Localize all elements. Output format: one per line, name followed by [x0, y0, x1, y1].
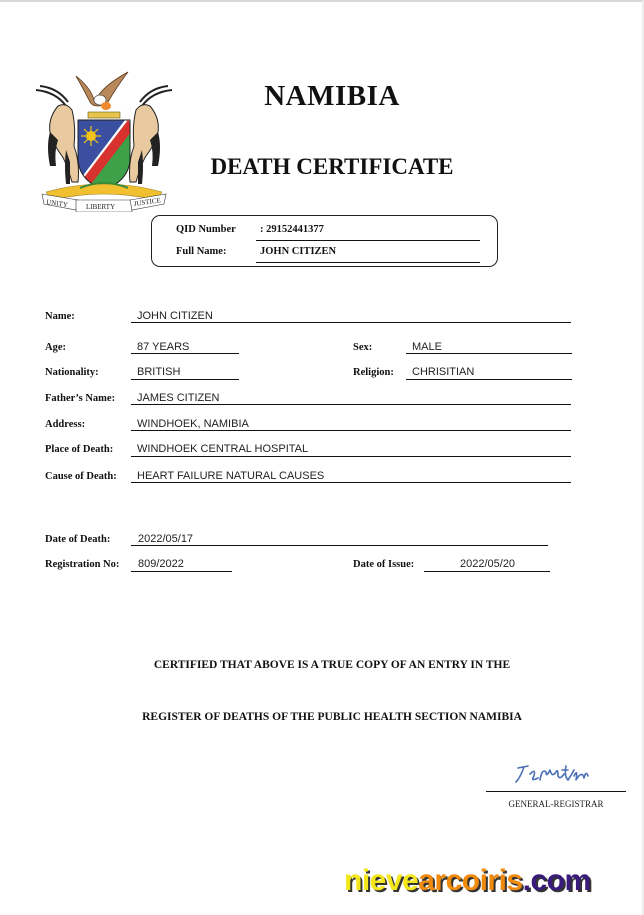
- full-name-underline: [256, 262, 480, 263]
- certification-line-2: REGISTER OF DEATHS OF THE PUBLIC HEALTH SECTION NAMIBIA: [142, 711, 522, 723]
- full-name-value: JOHN CITIZEN: [260, 246, 337, 257]
- signature-line: [486, 791, 626, 792]
- date-of-death-label: Date of Death:: [45, 534, 111, 545]
- sex-label: Sex:: [353, 342, 373, 353]
- religion-value: CHRISITIAN: [412, 366, 475, 378]
- address-underline: [131, 430, 571, 431]
- nationality-underline: [131, 379, 239, 380]
- age-label: Age:: [45, 342, 66, 353]
- address-value: WINDHOEK, NAMIBIA: [137, 418, 249, 430]
- date-of-issue-value: 2022/05/20: [460, 558, 516, 570]
- cause-of-death-underline: [131, 482, 571, 483]
- cause-of-death-label: Cause of Death:: [45, 471, 117, 482]
- motto-liberty: LIBERTY: [86, 203, 116, 211]
- address-label: Address:: [45, 419, 86, 430]
- date-of-issue-underline: [424, 571, 550, 572]
- date-of-death-underline: [131, 545, 548, 546]
- full-name-label: Full Name:: [176, 246, 227, 257]
- nationality-value: BRITISH: [137, 366, 181, 378]
- certification-line-1: CERTIFIED THAT ABOVE IS A TRUE COPY OF AN ENTRY IN THE: [153, 659, 511, 671]
- place-of-death-label: Place of Death:: [45, 444, 114, 455]
- religion-label: Religion:: [353, 367, 394, 378]
- sex-underline: [406, 353, 572, 354]
- page-top-edge: [0, 0, 644, 2]
- qid-value: : 29152441377: [260, 224, 324, 235]
- name-underline: [131, 322, 571, 323]
- date-of-death-value: 2022/05/17: [138, 533, 194, 545]
- qid-label: QID Number: [176, 224, 236, 235]
- signature-icon: [512, 760, 602, 788]
- sex-value: MALE: [412, 341, 442, 353]
- religion-underline: [406, 379, 572, 380]
- nationality-label: Nationality:: [45, 367, 99, 378]
- registration-no-label: Registration No:: [45, 559, 120, 570]
- name-value: JOHN CITIZEN: [137, 310, 213, 322]
- cause-of-death-value: HEART FAILURE NATURAL CAUSES: [137, 470, 325, 482]
- document-title: DEATH CERTIFICATE: [210, 154, 454, 179]
- watermark-part-1: nieve: [344, 864, 419, 897]
- registration-no-value: 809/2022: [138, 558, 184, 570]
- qid-underline: [256, 240, 480, 241]
- age-value: 87 YEARS: [137, 341, 190, 353]
- fathers-name-value: JAMES CITIZEN: [137, 392, 220, 404]
- fathers-name-label: Father’s Name:: [45, 393, 116, 404]
- place-of-death-underline: [131, 456, 571, 457]
- motto-unity: UNITY: [45, 198, 69, 210]
- fathers-name-underline: [131, 404, 571, 405]
- watermark: [344, 866, 591, 896]
- registration-no-underline: [131, 571, 232, 572]
- general-registrar-label: GENERAL-REGISTRAR: [508, 799, 604, 809]
- motto-justice: JUSTICE: [133, 196, 162, 208]
- name-label: Name:: [45, 311, 75, 322]
- id-box: [151, 215, 498, 267]
- coat-of-arms-icon: [36, 66, 172, 212]
- watermark-part-3: .com: [522, 864, 591, 897]
- date-of-issue-label: Date of Issue:: [353, 559, 415, 570]
- age-underline: [131, 353, 239, 354]
- watermark-part-2: arcoiris: [418, 864, 523, 897]
- country-title: NAMIBIA: [264, 80, 400, 112]
- place-of-death-value: WINDHOEK CENTRAL HOSPITAL: [137, 443, 309, 455]
